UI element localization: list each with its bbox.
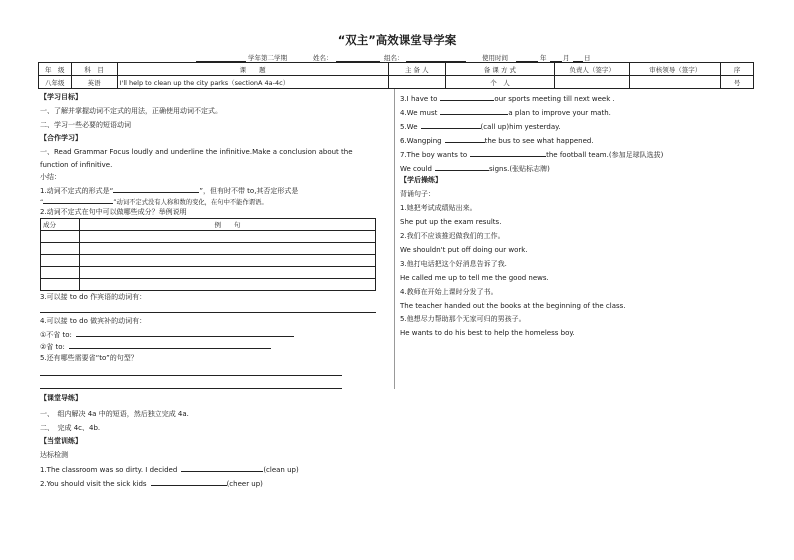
neg-text-a: “ — [40, 199, 44, 206]
question-3: 3.可以接 to do 作宾语的动词有： — [40, 293, 147, 301]
r4-text-b: a plan to improve your math. — [508, 109, 611, 117]
lesson-info-label-row — [39, 63, 754, 76]
question-4a — [40, 328, 294, 340]
answer-line[interactable] — [40, 375, 342, 376]
page-title: “双主”高效课堂导学案 — [337, 33, 457, 47]
prep-method-header: 备 课 方 式 — [445, 63, 554, 76]
r6-blank[interactable] — [445, 134, 485, 143]
name-label: 姓名： — [313, 54, 333, 62]
r4-blank[interactable] — [440, 106, 508, 115]
sentence-4-cn: 4.教师在开始上课时分发了书。 — [400, 288, 498, 296]
sentence-4-en: The teacher handed out the books at the beginning of the class. — [400, 302, 626, 310]
sentence-3-en: He called me up to tell me the good news. — [400, 274, 549, 282]
training-item-1 — [40, 463, 299, 475]
coop-task-line2: function of infinitive. — [40, 161, 113, 169]
preparer-value[interactable] — [388, 76, 445, 89]
guide-heading: 【课堂导练】 — [40, 394, 82, 402]
term-label: 学年第二学期 — [248, 54, 287, 62]
fill-item-7 — [400, 148, 663, 160]
form-text-a: 1.动词不定式的形式是“ — [40, 187, 114, 195]
goal-1: 一、了解并掌握动词不定式的用法，正确使用动词不定式。 — [40, 107, 222, 115]
component-col-header: 成分 — [41, 219, 80, 231]
goals-heading: 【学习目标】 — [40, 93, 82, 101]
answer-line[interactable] — [40, 312, 376, 313]
table-row[interactable] — [41, 279, 376, 291]
year-label: 年 — [540, 54, 547, 62]
serial-value: 号 — [721, 76, 754, 89]
coop-heading: 【合作学习】 — [40, 134, 82, 142]
r5-text-a: 5.We — [400, 123, 418, 131]
sentence-5-en: He wants to do his best to help the homeless boy. — [400, 329, 575, 337]
q4a-blank[interactable] — [76, 328, 294, 337]
t2-hint: (cheer up) — [226, 480, 263, 488]
answer-line[interactable] — [40, 388, 342, 389]
summary-label: 小结： — [40, 173, 61, 181]
r3-text-a: 3.I have to — [400, 95, 438, 103]
after-practice-heading: 【学后操练】 — [400, 176, 442, 184]
coop-task-line1: 一、Read Grammar Focus loudly and underline the infinitive.Make a conclusion about the — [40, 148, 353, 156]
t2-text: 2.You should visit the sick kids — [40, 480, 147, 488]
table-row[interactable] — [41, 267, 376, 279]
sentence-1-en: She put up the exam results. — [400, 218, 502, 226]
grade-value: 八年级 — [39, 76, 72, 89]
r3-blank[interactable] — [440, 92, 494, 101]
lesson-info-table — [38, 62, 754, 89]
r8-text-a: We could — [400, 165, 432, 173]
r8-blank[interactable] — [435, 162, 489, 171]
question-4: 4.可以接 to do 做宾补的动词有： — [40, 317, 147, 325]
reviewer-header: 审核领导（签字） — [630, 63, 721, 76]
component-example-table — [40, 218, 376, 291]
r3-text-b: our sports meeting till next week . — [494, 95, 615, 103]
r6-text-a: 6.Wangping — [400, 137, 442, 145]
negative-blank[interactable] — [43, 195, 113, 204]
topic-value: I'll help to clean up the city parks（sectionA 4a-4c） — [117, 76, 388, 89]
fill-item-4 — [400, 106, 611, 118]
group-label: 组名： — [384, 54, 404, 62]
table-row[interactable] — [41, 231, 376, 243]
r5-blank[interactable] — [421, 120, 481, 129]
subject-value: 英语 — [71, 76, 117, 89]
q4b-label: ②省 to: — [40, 343, 65, 351]
day-label: 日 — [584, 54, 591, 62]
t2-blank[interactable] — [151, 477, 227, 486]
r7-text-a: 7.The boy wants to — [400, 151, 468, 159]
check-label: 达标检测 — [40, 451, 68, 459]
r4-text-a: 4.We must — [400, 109, 438, 117]
r8-text-b: signs.(张贴标志牌) — [489, 165, 550, 173]
form-text-b: ”，但有时不带 to,其否定形式是 — [199, 187, 299, 195]
fill-item-3 — [400, 92, 615, 104]
form-blank[interactable] — [113, 184, 199, 193]
guide-task-1: 一、 组内解决 4a 中的短语，然后独立完成 4a. — [40, 410, 189, 418]
training-heading: 【当堂训练】 — [40, 437, 82, 445]
preparer-header: 主 备 人 — [388, 63, 445, 76]
month-label: 月 — [563, 54, 570, 62]
table-row[interactable] — [41, 255, 376, 267]
table-row[interactable] — [41, 243, 376, 255]
t1-text: 1.The classroom was so dirty. I decided — [40, 466, 178, 474]
r7-text-b: the football team.(参加足球队选拔) — [546, 151, 664, 159]
goal-2: 二、学习一些必要的短语动词 — [40, 121, 131, 129]
topic-header: 课 题 — [117, 63, 388, 76]
sentence-1-cn: 1.她把考试成绩贴出来。 — [400, 204, 477, 212]
sentence-2-cn: 2.我们不应该推迟做我们的工作。 — [400, 232, 505, 240]
subject-header: 科 目 — [71, 63, 117, 76]
reviewer-value[interactable] — [630, 76, 721, 89]
fill-item-8 — [400, 162, 550, 174]
neg-text-b: ”动词不定式没有人称和数的变化，在句中不能作谓语。 — [113, 199, 268, 206]
training-item-2 — [40, 477, 263, 489]
recite-label: 背诵句子： — [400, 190, 435, 198]
prep-method-value: 个 人 — [445, 76, 554, 89]
sentence-5-cn: 5.他想尽力帮助那个无家可归的男孩子。 — [400, 315, 526, 323]
responsible-header: 负责人（签字） — [554, 63, 629, 76]
q4a-label: ①不省 to: — [40, 331, 72, 339]
fill-item-6 — [400, 134, 594, 146]
r6-text-b: the bus to see what happened. — [484, 137, 594, 145]
q4b-blank[interactable] — [69, 340, 271, 349]
fill-item-5 — [400, 120, 561, 132]
serial-header: 序 — [721, 63, 754, 76]
t1-blank[interactable] — [181, 463, 263, 472]
responsible-value[interactable] — [554, 76, 629, 89]
t1-hint: (clean up) — [263, 466, 299, 474]
r7-blank[interactable] — [470, 148, 546, 157]
component-table-header — [41, 219, 376, 231]
question-4b — [40, 340, 271, 352]
example-col-header: 例 句 — [80, 219, 376, 231]
guide-task-2: 二、 完成 4c、4b. — [40, 424, 101, 432]
question-2: 2.动词不定式在句中可以做哪些成分？举例说明 — [40, 208, 187, 216]
sentence-3-cn: 3.他打电话把这个好消息告诉了我. — [400, 260, 507, 268]
column-divider — [394, 89, 395, 389]
time-label: 使用时间 — [482, 54, 508, 62]
lesson-info-value-row — [39, 76, 754, 89]
r5-text-b: (call up)him yesterday. — [480, 123, 561, 131]
grade-header: 年 级 — [39, 63, 72, 76]
sentence-2-en: We shouldn't put off doing our work. — [400, 246, 528, 254]
question-5: 5.还有哪些需要省“to”的句型？ — [40, 354, 138, 362]
